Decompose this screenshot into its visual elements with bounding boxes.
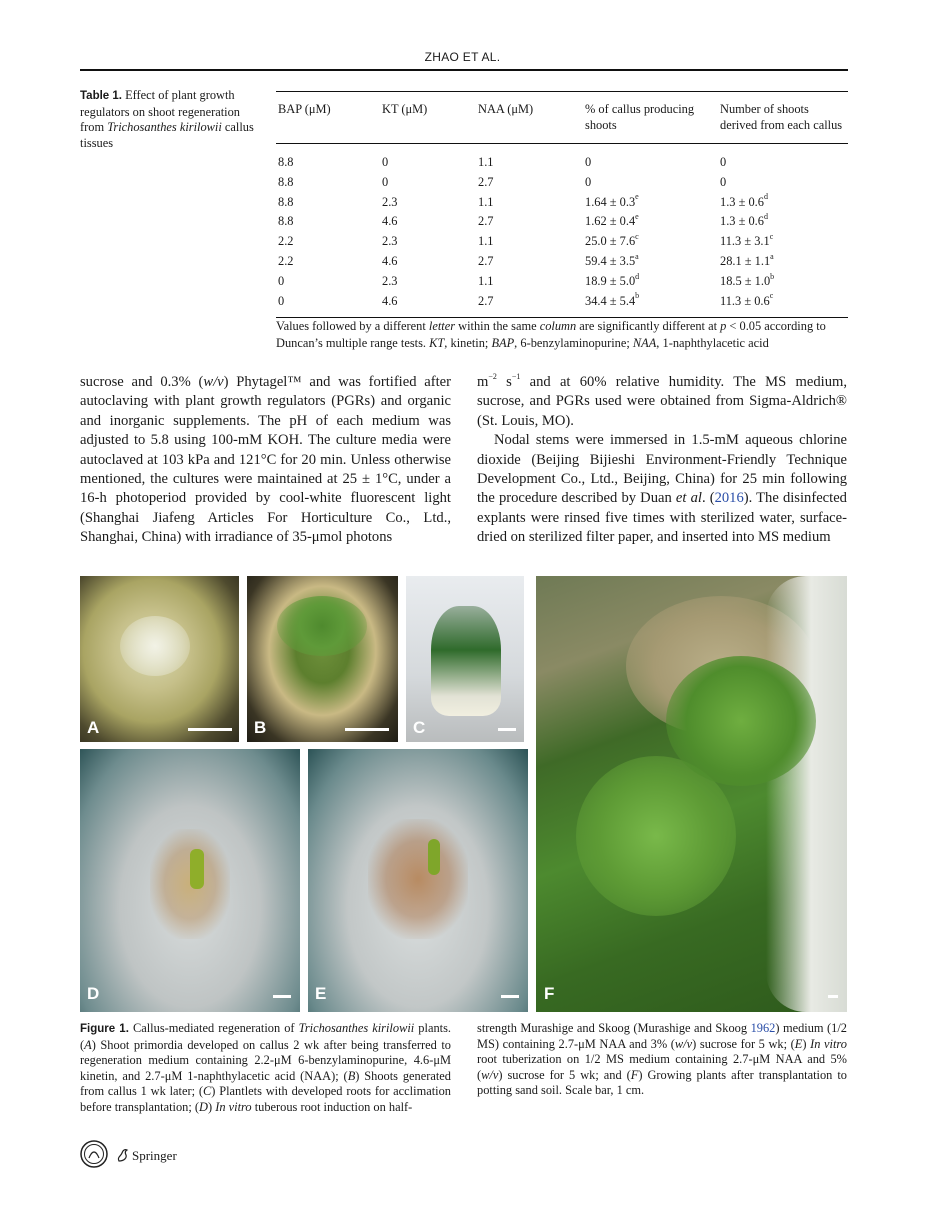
scale-bar — [188, 728, 232, 731]
table-cell: 4.6 — [382, 253, 398, 268]
panel-label-b: B — [254, 718, 267, 737]
table-cell: 25.0 ± 7.6$^c$ — [585, 232, 639, 249]
table-footnote: Values followed by a different letter within the same column are significantly different at p < 0.05 according to Duncan’s multiple range tests. KT, kinetin; BAP, 6-benzylaminopurine; NAA, 1-naphthylacetic acid — [276, 319, 826, 350]
table-cell: 28.1 ± 1.1$^a$ — [720, 251, 774, 268]
body-column-left — [80, 373, 451, 548]
table-cell: 1.64 ± 0.3$^e$ — [585, 192, 639, 209]
table-cell: 4.6 — [382, 293, 398, 308]
column-header: NAA (μM) — [478, 102, 534, 116]
body-paragraph: sucrose and 0.3% (w/v) Phytagel™ and was fortified after autoclaving with plant growth regulators (PGRs) and organic and inorganic supplements. The pH of each medium was adjusted to 5.8 using 100-mM KOH. The culture media were autoclaved at 103 kPa and 121°C for 20 min. Unless otherwise mentioned, the cultures were maintained at 25 ± 1°C, under a 16-h photoperiod provided by cool-white fluorescent light (Shanghai Jiafeng Articles For Horticulture Co., Ltd., Shanghai, China) with irradiance of 35-μmol photons — [80, 374, 451, 546]
figure-panel-e — [308, 749, 528, 1012]
table-cell: 0 — [278, 293, 285, 308]
table-cell: 1.1 — [478, 194, 494, 209]
figure-caption-right: strength Murashige and Skoog (Murashige and Skoog 1962) medium (1/2 MS) containing 2.7-μM NAA and 3% (w/v) sucrose for 5 wk; (E) In vitro root tuberization on 1/2 MS medium containing 2.7-μM NAA and 5% (w/v) sucrose for 5 wk; and (F) Growing plants after transplantation to potting sand soil. Scale bar, 1 cm. — [477, 1021, 848, 1098]
table-row — [276, 212, 848, 232]
panel-label-a: A — [87, 718, 100, 737]
table-row — [276, 292, 848, 318]
society-seal-icon — [80, 1140, 108, 1168]
panel-label-d: D — [87, 984, 100, 1003]
table-cell: 2.2 — [278, 234, 294, 249]
column-header: BAP (μM) — [278, 102, 331, 116]
table-cell: 1.1 — [478, 155, 494, 169]
table-cell: 0 — [382, 155, 389, 169]
figure-panel-c — [406, 576, 524, 742]
table-cell: 0 — [585, 174, 592, 189]
table-row — [276, 252, 848, 272]
scale-bar — [501, 995, 519, 998]
figure-panel-f — [536, 576, 847, 1012]
table-cell: 2.7 — [478, 214, 494, 229]
table-cell: 0 — [278, 273, 285, 288]
table-cell: 4.6 — [382, 214, 398, 229]
table-cell: 0 — [720, 155, 727, 169]
column-header: KT (μM) — [382, 102, 428, 116]
panel-label-f: F — [544, 984, 555, 1003]
table-cell: 1.1 — [478, 234, 494, 249]
body-column-right — [477, 373, 847, 548]
table-caption-text: Effect of plant growth regulators on shoot regeneration from — [80, 88, 240, 134]
scale-bar — [498, 728, 516, 731]
table-cell: 11.3 ± 0.6$^c$ — [720, 291, 774, 308]
header-rule — [80, 69, 848, 71]
table-cell: 8.8 — [278, 214, 294, 229]
scale-bar — [273, 995, 291, 998]
column-header: % of callus producing shoots — [585, 102, 695, 132]
table-cell: 1.62 ± 0.4$^e$ — [585, 212, 639, 229]
figure-panel-b — [247, 576, 398, 742]
table-row — [276, 272, 848, 292]
figure-label: Figure 1. — [80, 1023, 129, 1035]
table-cell: 0 — [382, 174, 389, 189]
table-cell: 1.3 ± 0.6$^d$ — [720, 192, 768, 209]
citation-link[interactable]: 2016 — [714, 490, 744, 507]
table-cell: 2.3 — [382, 234, 398, 249]
table-row — [276, 173, 848, 193]
table-cell: 2.3 — [382, 273, 398, 288]
table-label: Table 1. — [80, 90, 122, 102]
table-cell: 0 — [585, 155, 592, 169]
table-cell: 18.5 ± 1.0$^b$ — [720, 271, 775, 288]
table-cell: 2.7 — [478, 174, 494, 189]
running-head: ZHAO ET AL. — [424, 50, 501, 64]
scale-bar — [828, 995, 838, 998]
table-cell: 8.8 — [278, 194, 294, 209]
column-header: Number of shoots derived from each callus — [720, 102, 843, 132]
table-cell: 8.8 — [278, 174, 294, 189]
table-cell: 11.3 ± 3.1$^c$ — [720, 232, 774, 249]
table-cell: 59.4 ± 3.5$^a$ — [585, 251, 639, 268]
table-caption — [80, 88, 260, 151]
table-caption-text-end: callus tissues — [80, 120, 254, 150]
table-row — [276, 144, 848, 173]
springer-logo-icon — [116, 1147, 130, 1163]
figure-panel-d — [80, 749, 300, 1012]
table-cell: 1.1 — [478, 273, 494, 288]
table-row — [276, 193, 848, 213]
table-cell: 1.3 ± 0.6$^d$ — [720, 212, 768, 229]
table-cell: 2.7 — [478, 293, 494, 308]
table-cell: 2.7 — [478, 253, 494, 268]
scale-bar — [345, 728, 389, 731]
table-cell: 0 — [720, 174, 727, 189]
figure-caption-left: Figure 1. Callus-mediated regeneration of Trichosanthes kirilowii plants. (A) Shoot primordia developed on callus 2 wk after being transferred to regeneration medium containing 2.2-μM 6-benzylaminopurine, 4.6-μM kinetin, and 2.7-μM 1-naphthylacetic acid (NAA); (B) Shoots generated from callus 1 wk later; (C) Plantlets with developed roots for acclimation before transplantation; (D) In vitro tuberous root induction on half- — [80, 1021, 451, 1114]
body-paragraph: $m^{-2}$ $s^{-1}$ and at 60% relative humidity. The MS medium, sucrose, and PGRs used were obtained from Sigma-Aldrich® (St. Louis, MO). — [477, 372, 847, 429]
table-row — [276, 232, 848, 252]
publisher-name: Springer — [132, 1148, 177, 1163]
citation-link[interactable]: 1962 — [750, 1021, 776, 1035]
table-header-row — [276, 92, 848, 144]
table-cell: 2.3 — [382, 194, 398, 209]
data-table — [276, 91, 848, 318]
panel-label-e: E — [315, 984, 327, 1003]
table-cell: 34.4 ± 5.4$^b$ — [585, 291, 640, 308]
table-cell: 18.9 ± 5.0$^d$ — [585, 271, 640, 288]
table-cell: 2.2 — [278, 253, 294, 268]
figure-panel-a — [80, 576, 239, 742]
body-paragraph: Nodal stems were immersed in 1.5-mM aqueous chlorine dioxide (Beijing Bijieshi Environment-Friendly Technique Development Co., Ltd., Beijing, China) for 25 min following the procedure described by Duan et al. (2016). The disinfected explants were rinsed five times with sterilized water, surface-dried on sterilized filter paper, and inserted into MS medium — [477, 432, 847, 546]
table-cell: 8.8 — [278, 155, 294, 169]
table-caption-species: Trichosanthes kirilowii — [107, 120, 222, 134]
panel-label-c: C — [413, 718, 426, 737]
